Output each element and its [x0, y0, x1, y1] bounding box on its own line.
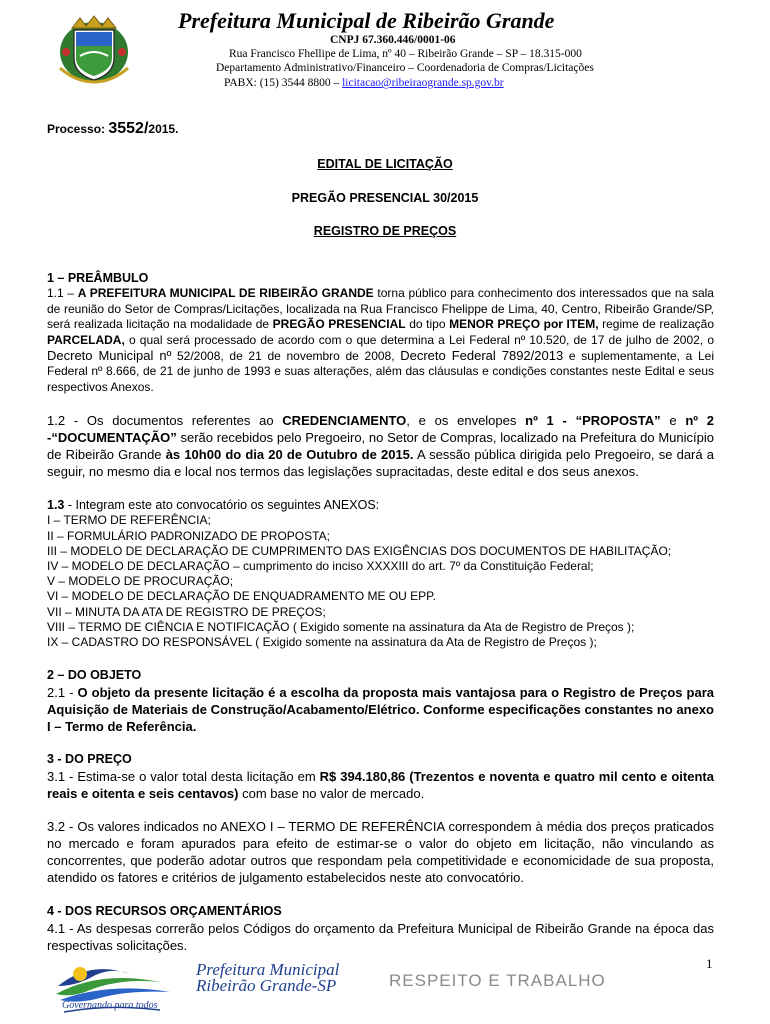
p12-g: serão recebidos pelo Pregoeiro, no Setor de Compras, localizado na Prefeitura do Município de Ribeirão Grande	[47, 430, 714, 462]
p12-e: e	[660, 413, 686, 428]
section-4	[47, 903, 714, 954]
page-number: 1	[706, 956, 713, 971]
list-item: VIII – TERMO DE CIÊNCIA E NOTIFICAÇÃO ( Exigido somente na assinatura da Ata de Registro de Preços );	[47, 619, 635, 634]
section-3	[47, 751, 714, 802]
p12-i: A sessão pública dirigida pelo Pregoeiro, se dará a seguir, no mesmo dia e local nos termos das legislações supracitadas, deste edital e dos seus anexos.	[47, 447, 714, 479]
p12-f: nº 2 -“DOCUMENTAÇÃO”	[47, 413, 715, 445]
list-item: I – TERMO DE REFERÊNCIA;	[47, 513, 211, 528]
p11-b: A PREFEITURA MUNICIPAL DE RIBEIRÃO GRANDE	[77, 286, 374, 301]
section-4-heading: 4 - DOS RECURSOS ORÇAMENTÁRIOS	[47, 904, 282, 918]
registro-title: REGISTRO DE PREÇOS	[313, 224, 457, 238]
list-item: VI – MODELO DE DECLARAÇÃO DE ENQUADRAMENTO ME OU EPP.	[47, 589, 436, 604]
p21-a: 2.1 -	[47, 685, 78, 700]
p11-l: Decreto Federal 7892/2013	[400, 348, 564, 364]
edital-title: EDITAL DE LICITAÇÃO	[317, 157, 453, 171]
header-pabx-text: PABX: (15) 3544 8800 –	[224, 77, 343, 89]
header-cnpj: CNPJ 67.360.446/0001-06	[330, 34, 456, 46]
p11-h: PARCELADA,	[47, 332, 125, 347]
p12-a: 1.2 - Os documentos referentes ao	[47, 413, 283, 428]
p12-b: CREDENCIAMENTO	[282, 413, 407, 428]
paragraph-1-1	[47, 286, 714, 395]
header-email-link[interactable]: licitacao@ribeiraogrande.sp.gov.br	[342, 77, 504, 89]
list-item: VII – MINUTA DA ATA DE REGISTRO DE PREÇOS;	[47, 604, 326, 619]
p13-a: 1.3	[47, 498, 65, 512]
svg-text:Governando para todos: Governando para todos	[62, 1000, 158, 1011]
section-2-heading: 2 – DO OBJETO	[47, 668, 142, 682]
p31-a: 3.1 - Estima-se o valor total desta licitação em	[47, 769, 320, 784]
p11-d: PREGÃO PRESENCIAL	[272, 317, 406, 332]
p11-e: do tipo	[405, 317, 450, 332]
paragraph-4-1: 4.1 - As despesas correrão pelos Códigos do orçamento da Prefeitura Municipal de Ribeirão Grande na época das respectivas solicitações.	[47, 921, 714, 953]
p11-j: Decreto Municipal nº	[47, 348, 172, 364]
header-department: Departamento Administrativo/Financeiro – Coordenadoria de Compras/Licitações	[216, 62, 594, 74]
p21-b: O objeto da presente licitação é a escolha da proposta mais vantajosa para o Registro de Preços para Aquisição de Materiais de Construção/Acabamento/Elétrico. Conforme especificações constantes no anexo I – Termo de Referência.	[47, 685, 715, 734]
processo-label: Processo:	[47, 122, 109, 136]
paragraph-1-2	[47, 412, 714, 480]
section-1-heading: 1 – PREÂMBULO	[47, 271, 149, 285]
p31-b: R$ 394.180,86 (Trezentos e noventa e quatro mil cento e oitenta reais e oitenta e seis centavos)	[47, 769, 714, 801]
p12-d: nº 1 - “PROPOSTA”	[525, 413, 661, 428]
p11-a: 1.1 –	[47, 286, 78, 301]
anexos-list	[47, 513, 714, 650]
p12-h: às 10h00 do dia 20 de Outubro de 2015.	[165, 447, 414, 462]
header-address: Rua Francisco Fhellipe de Lima, nº 40 – Ribeirão Grande – SP – 18.315-000	[229, 48, 582, 60]
p31-c: com base no valor de mercado.	[238, 786, 425, 801]
p11-k: 52/2008, de 21 de novembro de 2008,	[171, 349, 401, 364]
paragraph-1-3	[47, 498, 714, 650]
header-title: Prefeitura Municipal de Ribeirão Grande	[178, 8, 555, 33]
processo-year: 2015.	[148, 122, 179, 136]
list-item: II – FORMULÁRIO PADRONIZADO DE PROPOSTA;	[47, 528, 330, 543]
paragraph-3-2: 3.2 - Os valores indicados no ANEXO I – TERMO DE REFERÊNCIA correspondem à média dos preços praticados no mercado e foram apurados para efeito de estimar-se o valor do objeto em licitação, não vinculando as concorrentes, que poderão adotar outros que respondam pela competitividade e economicidade de sua proposta, atendido os fatores e critérios de julgamento estabelecidos neste ato convocatório.	[47, 819, 714, 885]
list-item: IV – MODELO DE DECLARAÇÃO – cumprimento do inciso XXXXIII do art. 7º da Constituição Federal;	[47, 559, 594, 574]
section-1	[47, 271, 714, 395]
list-item: III – MODELO DE DECLARAÇÃO DE CUMPRIMENTO DAS EXIGÊNCIAS DOS DOCUMENTOS DE HABILITAÇÃO;	[47, 543, 672, 558]
section-2	[47, 667, 714, 735]
p11-f: MENOR PREÇO por ITEM,	[449, 317, 599, 332]
city-logo-icon	[50, 956, 200, 1016]
municipal-crest-icon	[56, 12, 132, 86]
p11-g: regime de realização	[598, 317, 715, 332]
processo-number: 3552/	[108, 120, 149, 137]
p11-m: e suplementamente, a Lei Federal nº 8.666, de 21 de junho de 1993 e suas alterações, além das cláusulas e condições constantes neste Edital e seus respectivos Anexos.	[47, 349, 714, 394]
footer-name	[196, 962, 339, 994]
list-item: V – MODELO DE PROCURAÇÃO;	[47, 574, 234, 589]
paragraph-3-1	[47, 768, 714, 802]
paragraph-2-1	[47, 684, 714, 735]
section-3-heading: 3 - DO PREÇO	[47, 752, 132, 766]
p13-b: - Integram este ato convocatório os seguintes ANEXOS:	[64, 498, 380, 512]
footer-name-line1: Prefeitura Municipal	[196, 960, 340, 979]
p11-c: torna público para conhecimento dos interessados que na sala de reunião do Setor de Compras/Licitações, localizada na Rua Francisco Fhelippe de Lima, 40, Centro, Ribeirão Grande/SP, será realizada licitação na modalidade de	[47, 286, 714, 332]
processo-line	[47, 120, 178, 138]
pregao-title: PREGÃO PRESENCIAL 30/2015	[291, 191, 479, 205]
p11-i: o qual será processado de acordo com o que determina a Lei Federal nº 10.520, de 17 de julho de 2002, o	[124, 332, 714, 347]
header-pabx	[224, 77, 504, 89]
footer-slogan: RESPEITO E TRABALHO	[389, 971, 606, 990]
list-item: IX – CADASTRO DO RESPONSÁVEL ( Exigido somente na assinatura da Ata de Registro de Preços );	[47, 635, 597, 650]
p12-c: , e os envelopes	[406, 413, 526, 428]
footer-name-line2: Ribeirão Grande-SP	[196, 976, 337, 995]
